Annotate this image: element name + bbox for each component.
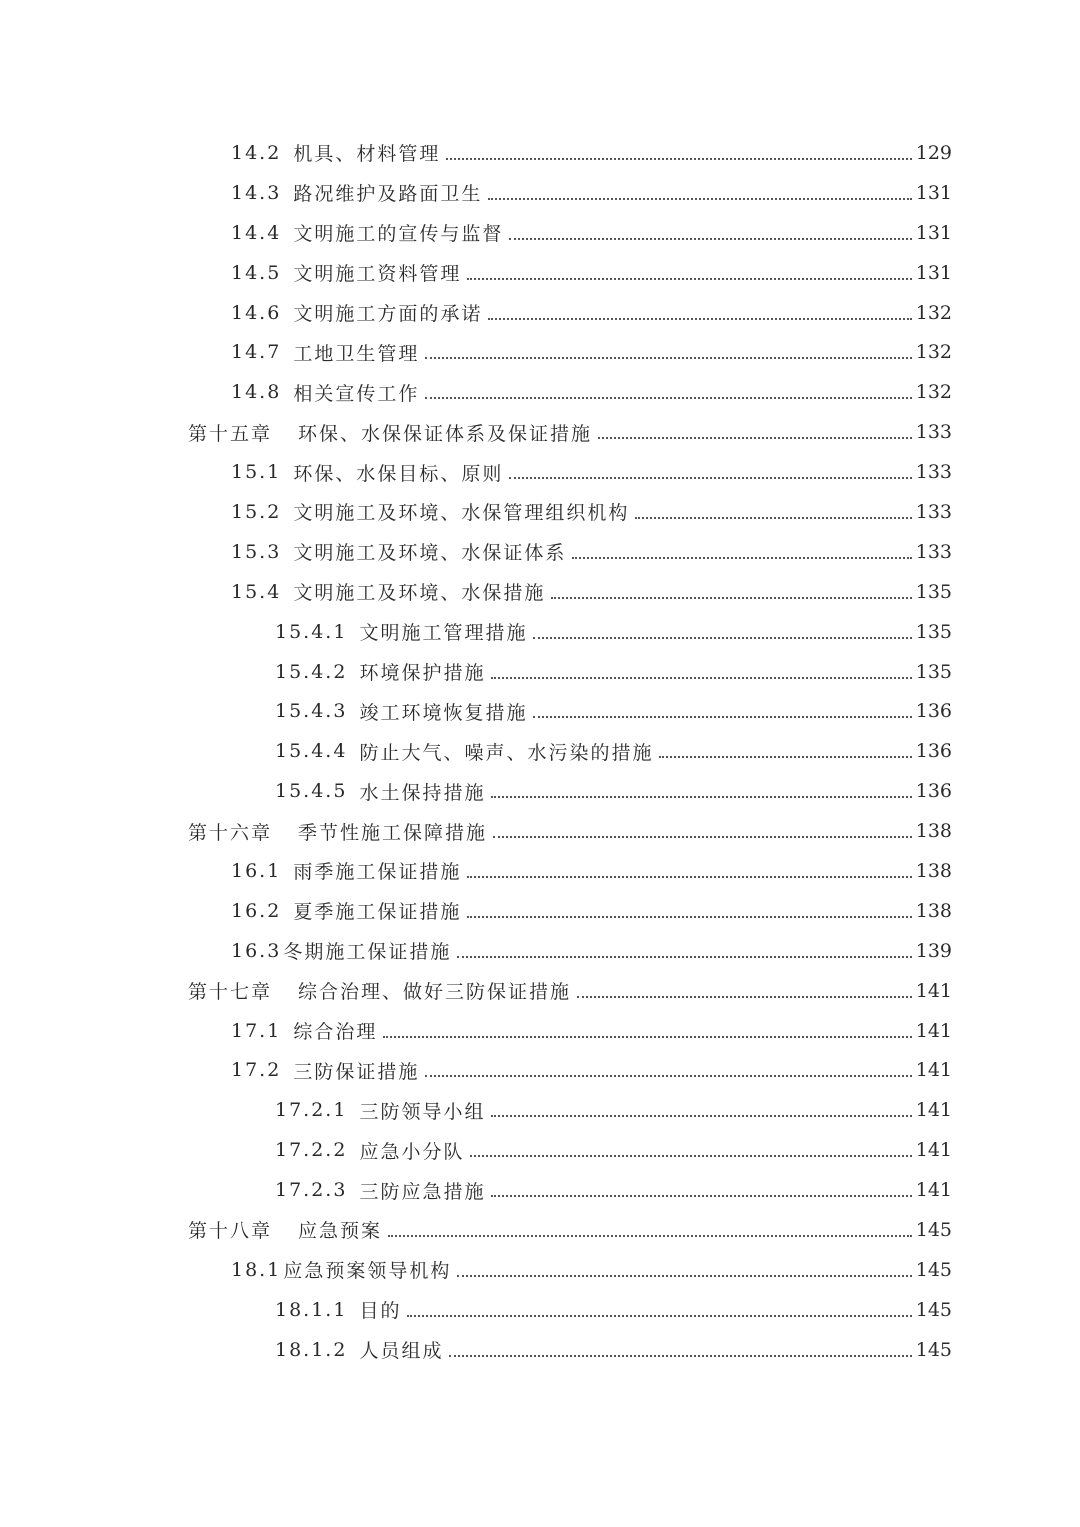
dot-leader [383,1036,911,1038]
toc-section-entry[interactable] [0,133,1080,173]
entry-number: 15.4.2 [275,660,348,683]
dot-leader [467,876,911,878]
entry-title: 三防领导小组 [359,1100,486,1123]
toc-subsection-entry[interactable] [0,652,1080,692]
entry-title: 水土保持措施 [359,781,486,804]
entry-page-number: 131 [915,181,952,204]
toc-subsection-entry[interactable] [0,612,1080,652]
toc-subsection-entry[interactable] [0,1130,1080,1170]
dot-leader [470,1155,911,1157]
dot-leader [577,996,912,998]
toc-section-entry[interactable] [0,492,1080,532]
entry-title: 文明施工及环境、水保措施 [293,582,546,605]
dot-leader [598,437,912,439]
toc-subsection-entry[interactable] [0,691,1080,731]
toc-chapter-entry[interactable] [0,971,1080,1011]
entry-title: 综合治理、做好三防保证措施 [298,981,572,1004]
entry-number: 第十五章 [188,422,273,445]
toc-section-entry[interactable] [0,532,1080,572]
entry-number: 17.2.3 [275,1179,348,1202]
entry-page-number: 145 [915,1258,952,1281]
entry-title: 工地卫生管理 [293,342,420,365]
entry-number: 17.2 [231,1059,282,1082]
entry-title: 目的 [359,1300,402,1323]
toc-section-entry[interactable] [0,851,1080,891]
dot-leader [572,557,911,559]
entry-page-number: 145 [915,1298,952,1321]
entry-page-number: 135 [915,660,952,683]
entry-number: 第十八章 [188,1220,273,1243]
dot-leader [659,756,911,758]
entry-page-number: 145 [915,1218,952,1241]
entry-page-number: 129 [915,141,952,164]
entry-number: 17.2.1 [275,1099,348,1122]
entry-page-number: 138 [915,820,952,843]
dot-leader [388,1235,912,1237]
entry-number: 17.2.2 [275,1139,348,1162]
entry-page-number: 138 [915,859,952,882]
entry-title: 三防应急措施 [359,1180,486,1203]
toc-section-entry[interactable] [0,213,1080,253]
entry-page-number: 141 [915,1139,952,1162]
toc-subsection-entry[interactable] [0,1090,1080,1130]
entry-number: 14.5 [231,261,282,284]
toc-section-entry[interactable] [0,1050,1080,1090]
dot-leader [509,238,911,240]
entry-title: 雨季施工保证措施 [293,861,462,884]
entry-title: 三防保证措施 [293,1060,420,1083]
entry-page-number: 132 [915,301,952,324]
entry-page-number: 131 [915,261,952,284]
dot-leader [446,158,911,160]
entry-number: 14.2 [231,141,282,164]
dot-leader [467,916,911,918]
dot-leader [467,278,911,280]
entry-title: 夏季施工保证措施 [293,901,462,924]
entry-page-number: 133 [915,461,952,484]
toc-section-entry[interactable] [0,891,1080,931]
entry-title: 相关宣传工作 [293,382,420,405]
entry-page-number: 141 [915,1099,952,1122]
toc-chapter-entry[interactable] [0,412,1080,452]
dot-leader [551,597,911,599]
entry-number: 16.2 [231,899,282,922]
entry-number: 15.4.1 [275,620,348,643]
entry-number: 16.1 [231,859,282,882]
dot-leader [457,1275,911,1277]
entry-title: 文明施工及环境、水保管理组织机构 [293,502,630,525]
entry-page-number: 145 [915,1338,952,1361]
dot-leader [509,477,911,479]
entry-page-number: 141 [915,1019,952,1042]
toc-section-entry[interactable] [0,452,1080,492]
entry-number: 17.1 [231,1019,282,1042]
dot-leader [491,796,911,798]
entry-title: 应急预案 [298,1220,383,1243]
dot-leader [457,956,911,958]
entry-page-number: 141 [915,979,952,1002]
dot-leader [425,357,911,359]
dot-leader [533,637,911,639]
dot-leader [449,1355,911,1357]
entry-title: 应急预案领导机构 [283,1260,452,1283]
dot-leader [491,1195,911,1197]
entry-number: 16.3 [231,939,282,962]
dot-leader [488,198,911,200]
entry-title: 环保、水保保证体系及保证措施 [298,422,593,445]
entry-page-number: 133 [915,421,952,444]
entry-title: 文明施工资料管理 [293,263,462,286]
entry-title: 文明施工方面的承诺 [293,303,483,325]
entry-number: 15.4.3 [275,700,348,723]
entry-number: 14.4 [231,221,282,244]
entry-number: 15.4 [231,580,282,603]
entry-title: 季节性施工保障措施 [298,821,488,844]
entry-number: 15.4.5 [275,780,348,803]
toc-section-entry[interactable] [0,253,1080,293]
entry-number: 15.4.4 [275,740,348,763]
entry-page-number: 132 [915,381,952,404]
dot-leader [425,397,911,399]
entry-number: 18.1 [231,1258,282,1281]
entry-number: 15.1 [231,461,282,484]
entry-page-number: 135 [915,620,952,643]
entry-title: 路况维护及路面卫生 [293,183,483,206]
entry-number: 14.3 [231,181,282,204]
entry-page-number: 135 [915,580,952,603]
entry-page-number: 136 [915,780,952,803]
entry-number: 第十六章 [188,821,273,844]
toc-section-entry[interactable] [0,332,1080,372]
entry-number: 18.1.1 [275,1298,348,1321]
entry-page-number: 139 [915,939,952,962]
entry-page-number: 141 [915,1059,952,1082]
toc-section-entry[interactable] [0,931,1080,971]
entry-title: 机具、材料管理 [293,143,441,166]
dot-leader [635,517,911,519]
toc-section-entry[interactable] [0,372,1080,412]
dot-leader [533,716,911,718]
dot-leader [491,1115,911,1117]
entry-number: 14.6 [231,301,282,324]
toc-subsection-entry[interactable] [0,1330,1080,1370]
entry-page-number: 136 [915,700,952,723]
entry-page-number: 141 [915,1179,952,1202]
toc-chapter-entry[interactable] [0,1210,1080,1250]
entry-title: 人员组成 [359,1340,444,1363]
dot-leader [425,1075,911,1077]
entry-title: 环保、水保目标、原则 [293,462,504,485]
entry-page-number: 133 [915,500,952,523]
entry-number: 18.1.2 [275,1338,348,1361]
entry-number: 第十七章 [188,981,273,1004]
entry-title: 竣工环境恢复措施 [359,701,528,724]
entry-title: 防止大气、噪声、水污染的措施 [359,741,654,764]
entry-title: 应急小分队 [359,1140,465,1163]
toc-subsection-entry[interactable] [0,1170,1080,1210]
entry-number: 15.2 [231,500,282,523]
table-of-contents [0,133,1080,1370]
toc-section-entry[interactable] [0,1011,1080,1051]
dot-leader [491,677,911,679]
entry-title: 冬期施工保证措施 [283,941,452,964]
toc-section-entry[interactable] [0,1250,1080,1290]
entry-page-number: 138 [915,899,952,922]
entry-title: 环境保护措施 [359,662,486,685]
entry-number: 14.8 [231,381,282,404]
toc-subsection-entry[interactable] [0,731,1080,771]
entry-title: 文明施工管理措施 [359,622,528,645]
toc-subsection-entry[interactable] [0,1290,1080,1330]
entry-page-number: 136 [915,740,952,763]
entry-number: 15.3 [231,540,282,563]
toc-section-entry[interactable] [0,293,1080,333]
dot-leader [488,318,911,320]
dot-leader [493,836,912,838]
entry-title: 综合治理 [293,1021,378,1044]
entry-title: 文明施工及环境、水保证体系 [293,542,567,565]
entry-number: 14.7 [231,341,282,364]
entry-page-number: 133 [915,540,952,563]
entry-page-number: 132 [915,341,952,364]
dot-leader [407,1315,911,1317]
toc-section-entry[interactable] [0,173,1080,213]
toc-subsection-entry[interactable] [0,771,1080,811]
toc-section-entry[interactable] [0,572,1080,612]
entry-title: 文明施工的宣传与监督 [293,223,504,246]
entry-page-number: 131 [915,221,952,244]
toc-chapter-entry[interactable] [0,811,1080,851]
